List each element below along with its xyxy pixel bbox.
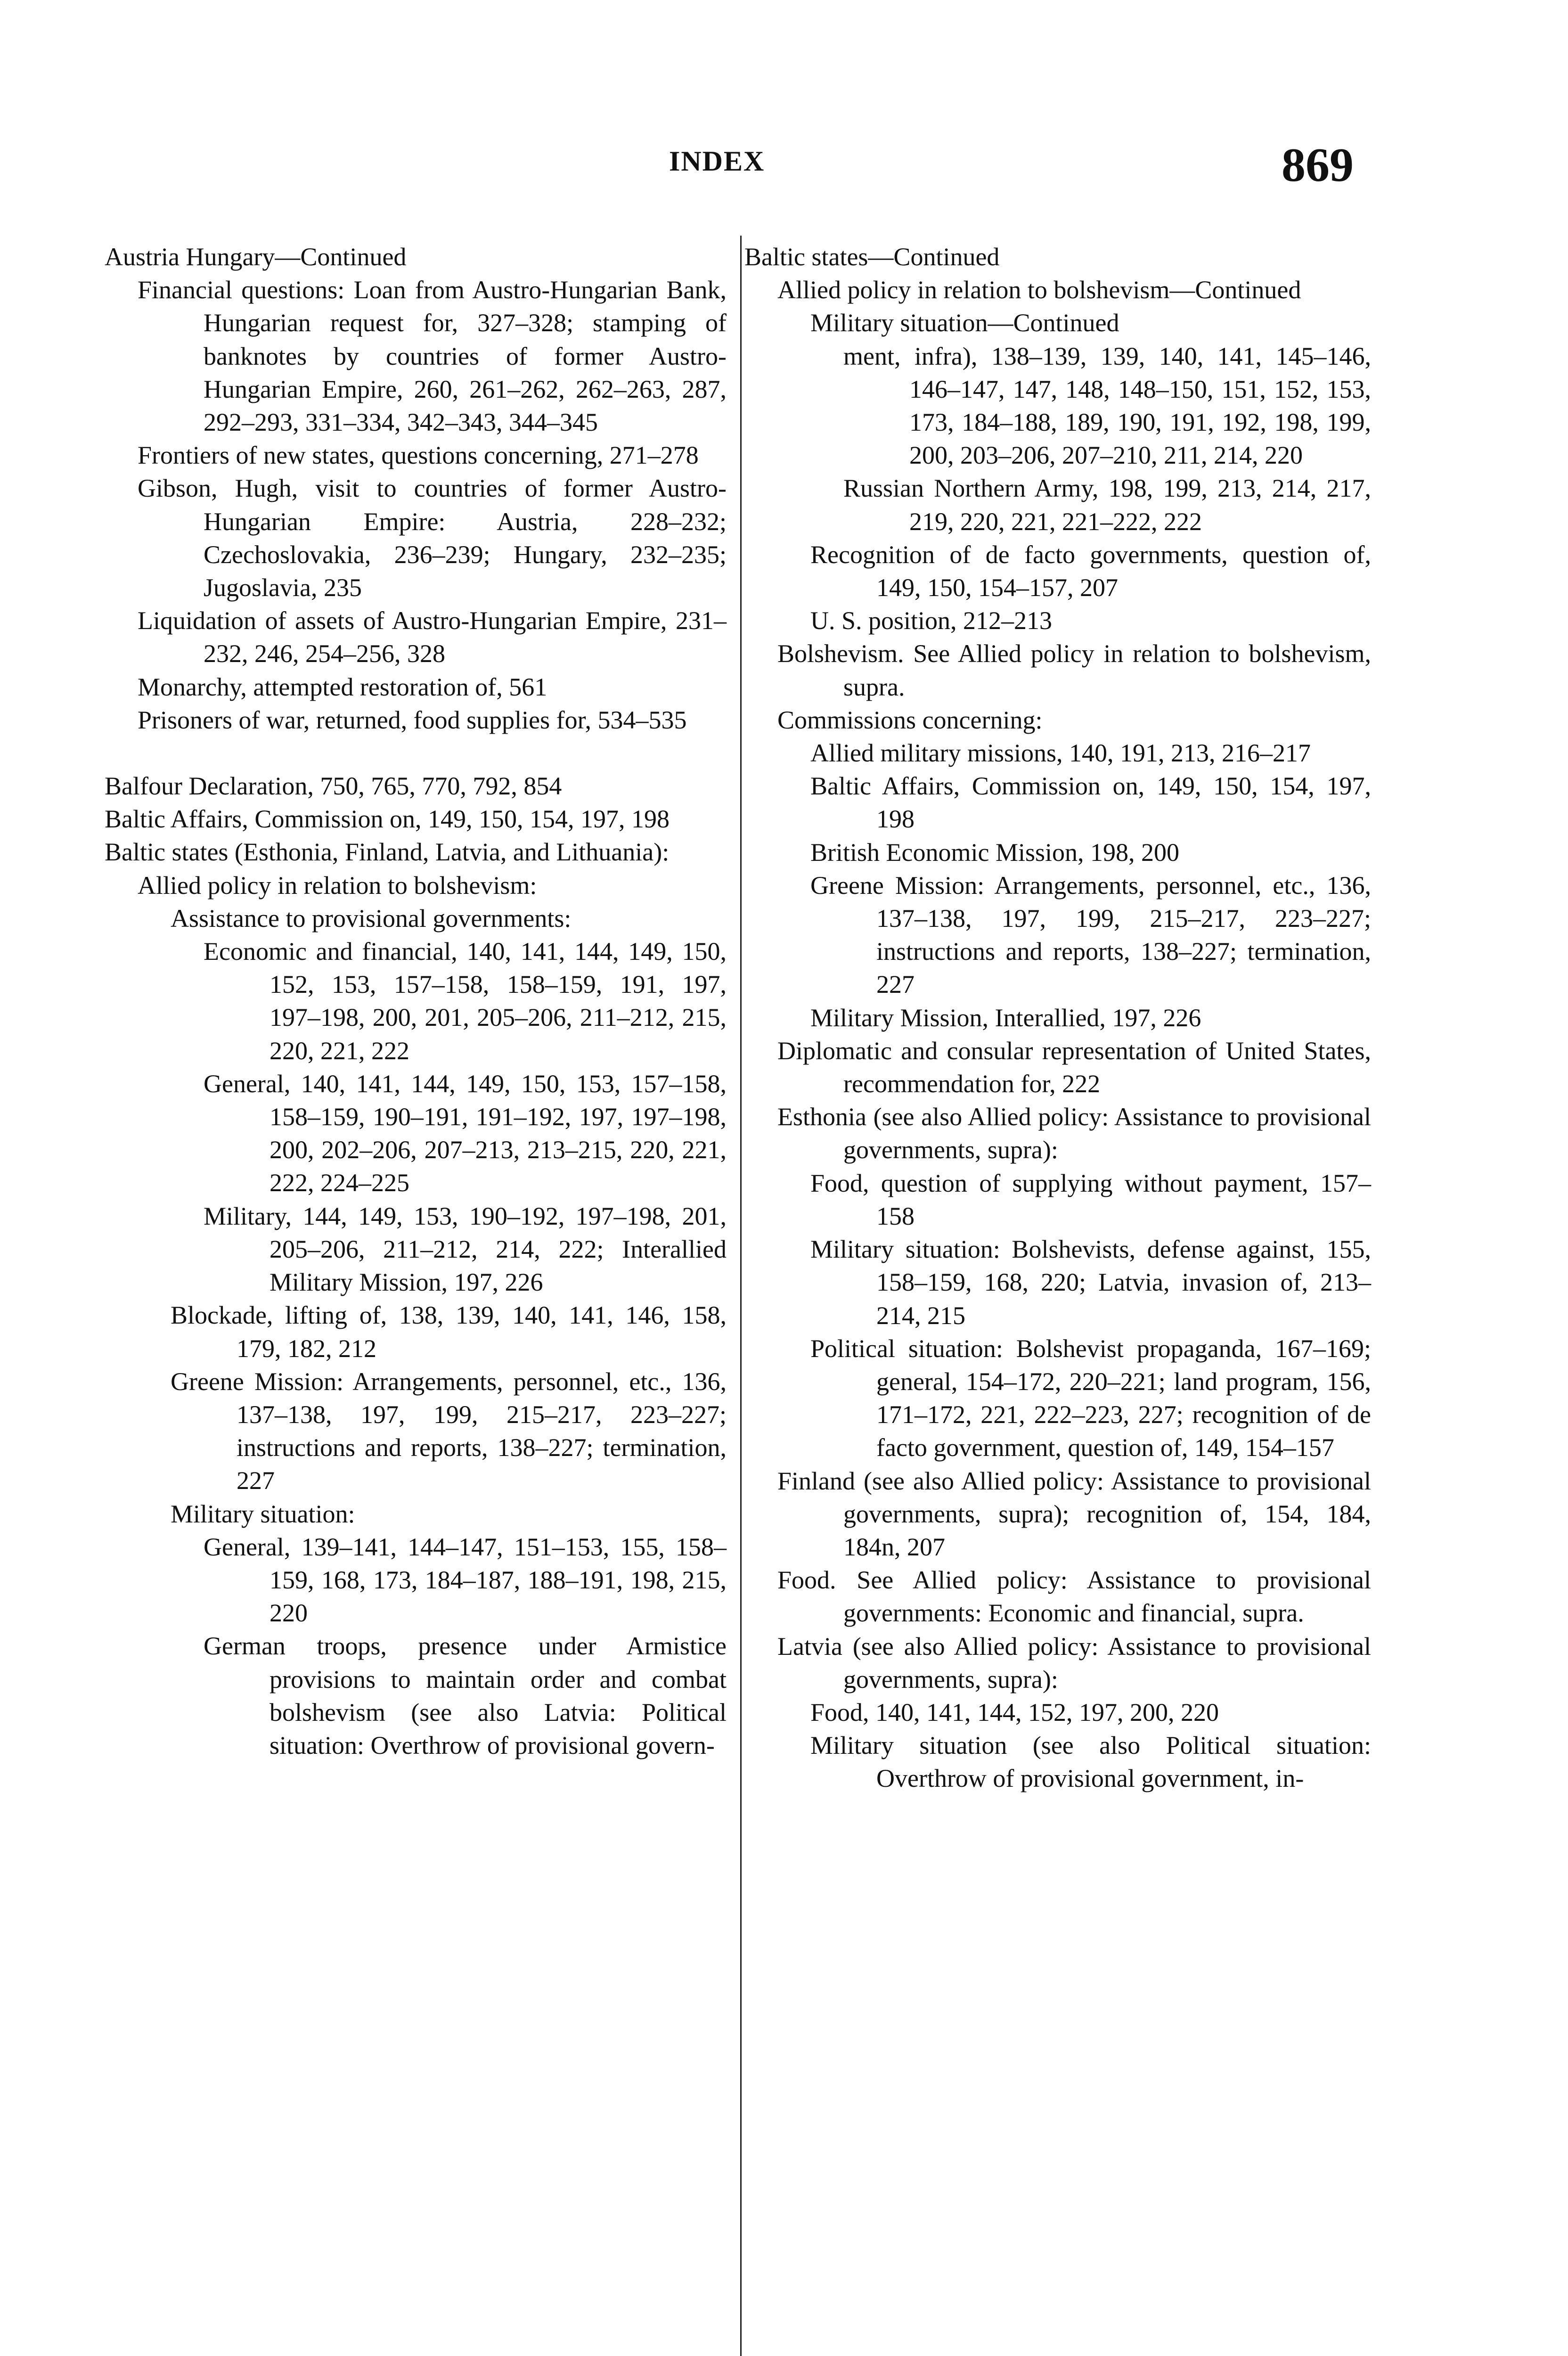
index-entry: Gibson, Hugh, visit to countries of former Austro-Hungarian Empire: Austria, 228–232; Czechoslovakia, 236–239; Hungary, 232–235; Jugoslavia, 235 <box>138 474 727 602</box>
index-column-right <box>744 240 1371 1795</box>
index-entry: Baltic states—Continued <box>744 243 1000 271</box>
index-entry: Baltic states (Esthonia, Finland, Latvia, and Lithuania): <box>105 838 670 867</box>
index-entry: Austria Hungary—Continued <box>105 243 407 271</box>
index-entry: British Economic Mission, 198, 200 <box>810 838 1179 867</box>
index-entry: Blockade, lifting of, 138, 139, 140, 141, 146, 158, 179, 182, 212 <box>171 1301 727 1363</box>
index-entry: Allied policy in relation to bolshevism—Continued <box>777 276 1301 304</box>
index-entry: Military situation: Bolshevists, defense against, 155, 158–159, 168, 220; Latvia, invasion of, 213–214, 215 <box>810 1235 1371 1330</box>
index-entry: German troops, presence under Armistice provisions to maintain order and combat bolshevism (see also Latvia: Political situation: Overthrow of provisional govern- <box>204 1632 727 1759</box>
index-entry: Military, 144, 149, 153, 190–192, 197–198, 201, 205–206, 211–212, 214, 222; Interallied Military Mission, 197, 226 <box>204 1202 727 1297</box>
index-entry: Allied policy in relation to bolshevism: <box>138 871 537 900</box>
index-entry: Monarchy, attempted restoration of, 561 <box>138 672 547 701</box>
index-column-left <box>105 240 727 1762</box>
index-entry: Food, 140, 141, 144, 152, 197, 200, 220 <box>810 1698 1219 1726</box>
index-entry: Allied military missions, 140, 191, 213, 216–217 <box>810 739 1311 768</box>
index-entry: Latvia (see also Allied policy: Assistance to provisional governments, supra): <box>777 1632 1371 1693</box>
index-entry: General, 140, 141, 144, 149, 150, 153, 157–158, 158–159, 190–191, 191–192, 197, 197–198, 200, 202–206, 207–213, 213–215, 220, 221, 222, 224–225 <box>204 1069 727 1197</box>
index-entry: Frontiers of new states, questions concerning, 271–278 <box>138 441 699 470</box>
page-header-title: INDEX <box>669 146 765 177</box>
index-entry: Commissions concerning: <box>777 705 1043 734</box>
index-entry: ment, infra), 138–139, 139, 140, 141, 145–146, 146–147, 147, 148, 148–150, 151, 152, 153, 173, 184–188, 189, 190, 191, 192, 198, 199, 200, 203–206, 207–210, 211, 214, 220 <box>843 342 1371 470</box>
index-entry: Liquidation of assets of Austro-Hungarian Empire, 231–232, 246, 254–256, 328 <box>138 606 727 668</box>
index-entry: Russian Northern Army, 198, 199, 213, 214, 217, 219, 220, 221, 221–222, 222 <box>843 474 1371 536</box>
index-entry: Baltic Affairs, Commission on, 149, 150, 154, 197, 198 <box>810 772 1371 834</box>
index-entry: Military situation—Continued <box>810 309 1119 337</box>
index-entry: Military Mission, Interallied, 197, 226 <box>810 1003 1201 1032</box>
index-entry: Food, question of supplying without payment, 157–158 <box>810 1169 1371 1230</box>
index-entry: General, 139–141, 144–147, 151–153, 155, 158–159, 168, 173, 184–187, 188–191, 198, 215, 220 <box>204 1532 727 1628</box>
index-entry: Esthonia (see also Allied policy: Assistance to provisional governments, supra): <box>777 1103 1371 1164</box>
index-entry: Military situation (see also Political situation: Overthrow of provisional government, in- <box>810 1731 1371 1793</box>
index-entry: Recognition of de facto governments, question of, 149, 150, 154–157, 207 <box>810 540 1371 602</box>
index-entry: Bolshevism. See Allied policy in relation to bolshevism, supra. <box>777 639 1371 701</box>
index-entry: U. S. position, 212–213 <box>810 606 1053 635</box>
index-entry: Baltic Affairs, Commission on, 149, 150, 154, 197, 198 <box>105 805 670 834</box>
index-entry: Prisoners of war, returned, food supplies for, 534–535 <box>138 705 687 734</box>
index-entry: Finland (see also Allied policy: Assistance to provisional governments, supra); recognition of, 154, 184, 184n, 207 <box>777 1466 1371 1561</box>
index-entry: Economic and financial, 140, 141, 144, 149, 150, 152, 153, 157–158, 158–159, 191, 197, 197–198, 200, 201, 205–206, 211–212, 215, 220, 221, 222 <box>204 937 727 1065</box>
index-entry: Greene Mission: Arrangements, personnel, etc., 136, 137–138, 197, 199, 215–217, 223–227; instructions and reports, 138–227; termination, 227 <box>171 1367 727 1495</box>
index-entry: Military situation: <box>171 1499 355 1528</box>
page-number: 869 <box>1282 139 1354 192</box>
index-entry: Political situation: Bolshevist propaganda, 167–169; general, 154–172, 220–221; land program, 156, 171–172, 221, 222–223, 227; recognition of de facto government, question of, 149, 154–157 <box>810 1334 1371 1462</box>
index-entry: Assistance to provisional governments: <box>171 904 572 933</box>
index-entry: Greene Mission: Arrangements, personnel, etc., 136, 137–138, 197, 199, 215–217, 223–227; instructions and reports, 138–227; termination, 227 <box>810 871 1371 999</box>
index-entry: Balfour Declaration, 750, 765, 770, 792, 854 <box>105 772 562 801</box>
index-entry: Diplomatic and consular representation of United States, recommendation for, 222 <box>777 1036 1371 1098</box>
column-divider <box>740 236 742 2356</box>
index-entry: Financial questions: Loan from Austro-Hungarian Bank, Hungarian request for, 327–328; stamping of banknotes by countries of former Austro-Hungarian Empire, 260, 261–262, 262–263, 287, 292–293, 331–334, 342–343, 344–345 <box>138 276 727 437</box>
index-entry: Food. See Allied policy: Assistance to provisional governments: Economic and financial, supra. <box>777 1566 1371 1628</box>
